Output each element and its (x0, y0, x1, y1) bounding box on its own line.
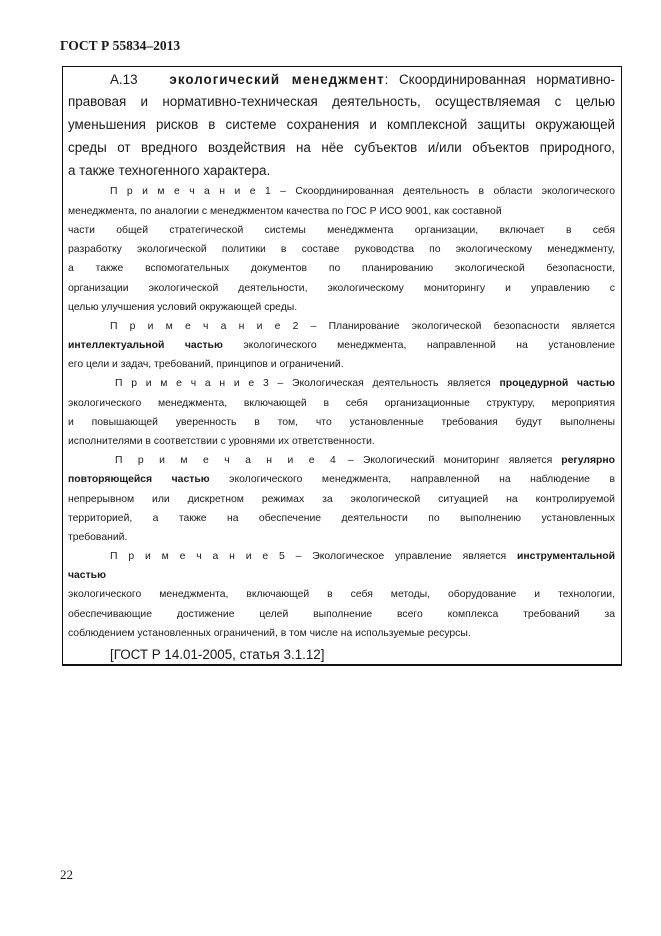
note5-line-2: частью (68, 570, 106, 581)
note1-line-7: целью улучшения условий окружающей среды. (68, 302, 298, 313)
page-number: 22 (60, 867, 73, 882)
note4-line-2: повторяющейся частью экологического менеджмента, направленной на наблюдение в (68, 474, 615, 485)
note1-line-1: П р и м е ч а н и е 1 – Скоординированная деятельность в области экологического (110, 186, 615, 197)
note1-line-2: менеджмента, по аналогии с менеджментом качества по ГОС Р ИСО 9001, как составной (68, 206, 502, 217)
note5-line-3: экологического менеджмента, включающей в себя методы, оборудование и технологии, (68, 589, 615, 600)
definition-term: экологический менеджмент (169, 72, 385, 87)
definition-line-2: правовая и нормативно-техническая деятельность, осуществляемая с целью (68, 94, 615, 109)
note2-label: П р и м е ч а н и е 2 (110, 321, 299, 332)
note3-line-3: и повышающей уверенность в том, что установленные требования будут выполнены (68, 417, 615, 428)
note2-line-3: его цели и задач, требований, принципов и ограничений. (68, 359, 344, 370)
note4-line-4: территорией, а также на обеспечение деятельности по выполнению установленных (68, 513, 615, 524)
note1-line-6: организации экологической деятельности, экологическому мониторингу и управлению с (68, 283, 615, 294)
definition-line-4: среды от вредного воздействия на нёе субъектов и/или объектов природного, (68, 140, 615, 155)
source-reference: [ГОСТ Р 14.01-2005, статья 3.1.12] (110, 647, 325, 662)
definition-number: А.13 (110, 72, 138, 87)
definition-line-1: А.13 экологический менеджмент: Скоординированная нормативно- (110, 72, 615, 87)
note4-line-3: непрерывном или дискретном режимах за экологической ситуацией на контролируемой (68, 494, 615, 505)
note1-label: П р и м е ч а н и е 1 (110, 186, 271, 197)
definition-line-3: уменьшения рисков в системе сохранения и комплексной защиты окружающей (68, 117, 615, 132)
note3-label: П р и м е ч а н и е 3 (115, 378, 269, 389)
note5-line-1: П р и м е ч а н и е 5 – Экологическое управление является инструментальной (110, 551, 615, 562)
definition-box (62, 66, 622, 666)
note4-label: П р и м е ч а н и е 4 (115, 455, 339, 466)
note1-line-5: а также вспомогательных документов по планированию экологической безопасности, (68, 263, 615, 274)
note5-line-5: соблюдением установленных ограничений, в том числе на используемые ресурсы. (68, 628, 471, 639)
definition-line-5: а также техногенного характера. (68, 163, 271, 178)
note2-line-2: интеллектуальной частью экологического менеджмента, направленной на установление (68, 340, 615, 351)
note5-line-4: обеспечивающие достижение целей выполнение всего комплекса требований за (68, 609, 615, 620)
note1-line-4: разработку экологической политики в составе руководства по экологическому менеджменту, (68, 244, 615, 255)
note3-line-1: П р и м е ч а н и е 3 – Экологическая деятельность является процедурной частью (115, 378, 615, 389)
note5-label: П р и м е ч а н и е 5 (110, 551, 285, 562)
note4-line-5: требований. (68, 532, 128, 543)
document-header: ГОСТ Р 55834–2013 (60, 38, 181, 53)
note4-line-1: П р и м е ч а н и е 4 – Экологический мониторинг является регулярно (115, 455, 615, 466)
note3-line-4: исполнителями в соответствии с уровнями их ответственности. (68, 436, 375, 447)
note3-line-2: экологического менеджмента, включающей в себя организационные структуру, мероприятия (68, 398, 615, 409)
note1-line-3: части общей стратегической системы менеджмента организации, включает в себя (68, 225, 615, 236)
note2-line-1: П р и м е ч а н и е 2 – Планирование экологической безопасности является (110, 321, 615, 332)
